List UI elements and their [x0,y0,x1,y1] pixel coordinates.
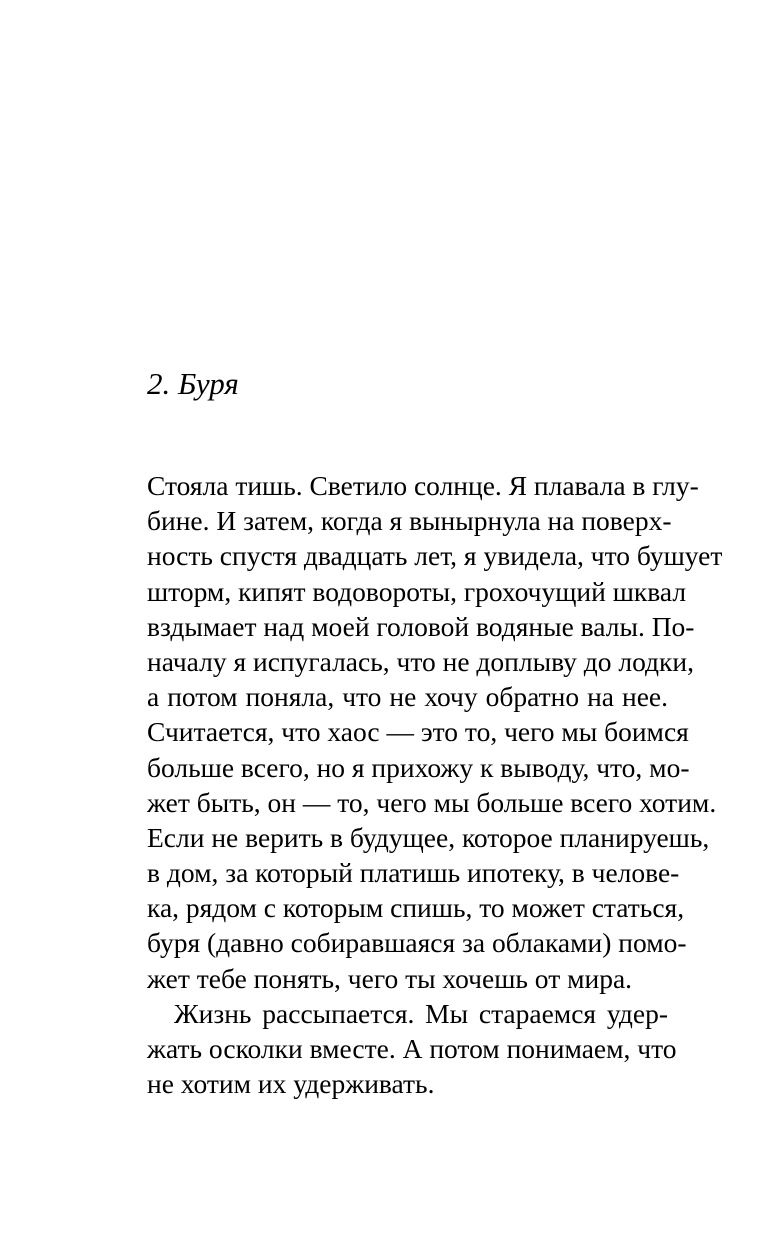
text-line: ность спустя двадцать лет, я увидела, что бушует [147,540,723,572]
text-line: вздымает над моей головой водяные валы. По- [147,610,695,642]
chapter-body [147,468,723,1101]
text-line: Если не верить в будущее, которое планируешь, [147,821,710,853]
text-line: не хотим их удерживать. [147,1068,435,1100]
text-line: бине. И затем, когда я вынырнула на поверх- [147,505,672,537]
text-line: буря (давно собиравшаяся за облаками) помо- [147,927,687,959]
text-line: в дом, за который платишь ипотеку, в челове- [147,857,680,889]
text-line: Стояла тишь. Светило солнце. Я плавала в глу- [147,470,699,501]
text-line: жет тебе понять, чего ты хочешь от мира. [147,962,633,994]
text-line: жать осколки вместе. А потом понимаем, что [147,1033,677,1064]
text-line: Жизнь рассыпается. Мы стараемся удер- [174,997,668,1029]
text-line: началу я испугалась, что не доплыву до лодки, [147,645,694,677]
chapter-title: 2. Буря [147,366,239,401]
text-line: жет быть, он — то, чего мы больше всего хотим. [147,786,717,818]
text-line: ка, рядом с которым спишь, то может статься, [147,892,685,924]
text-line: больше всего, но я прихожу к выводу, что, мо- [147,751,690,783]
paragraph-1 [147,468,723,996]
text-line: Считается, что хаос — это то, чего мы боимся [147,716,689,748]
text-line: шторм, кипят водовороты, грохочущий шквал [147,575,687,607]
paragraph-2 [147,996,677,1102]
text-line: а потом поняла, что не хочу обратно на нее. [147,681,668,713]
